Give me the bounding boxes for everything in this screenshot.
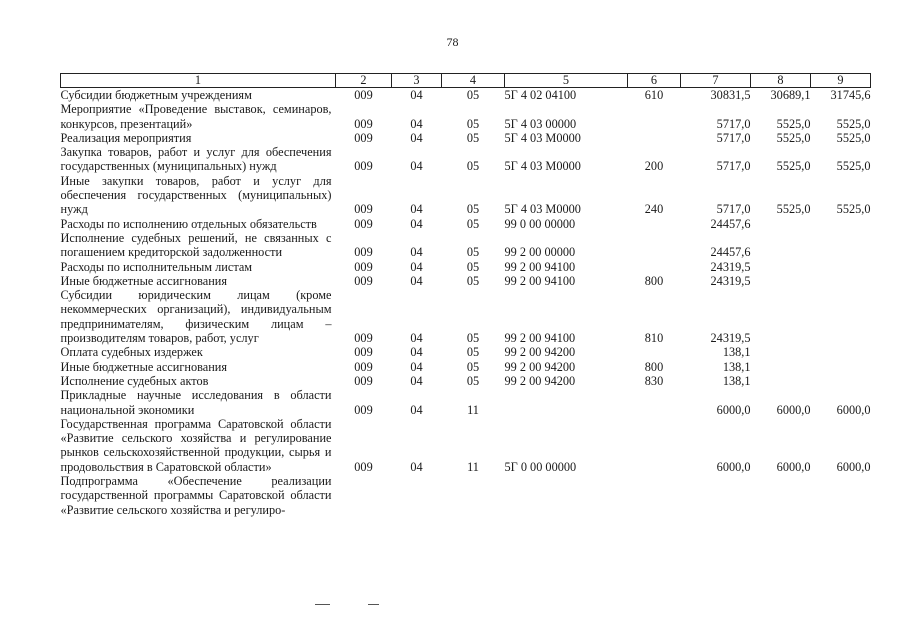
row-rz-cell: 04: [410, 116, 423, 131]
budget-table: [60, 73, 871, 517]
row-value-3-cell: [811, 231, 871, 260]
row-csr-cell: 5Г 4 02 04100: [504, 88, 577, 102]
row-name-cell: Государственная программа Саратовской области «Развитие сельского хозяйства и регулирование рынков сельскохозяйственной продукции, сырья и продовольствия в Саратовской области»: [60, 416, 332, 474]
row-csr-cell: 5Г 4 03 М0000: [504, 202, 581, 217]
column-header: 3: [392, 74, 442, 88]
row-value-3-cell: [811, 217, 871, 231]
row-gr-cell: 009: [354, 359, 373, 374]
row-rz-cell: 04: [410, 159, 423, 174]
row-vr-cell: [628, 474, 681, 517]
column-header: 5: [505, 74, 628, 88]
row-rz-cell: 04: [410, 245, 423, 260]
row-value-3-cell: 6000,0: [836, 402, 871, 417]
table-row: [61, 417, 871, 474]
row-name-cell: Иные бюджетные ассигнования: [60, 359, 228, 374]
row-gr-cell: 009: [354, 116, 373, 131]
row-vr-cell: 830: [644, 373, 664, 388]
row-name-cell: Закупка товаров, работ и услуг для обеспечения государственных (муниципальных) нужд: [60, 145, 332, 174]
row-value-3-cell: 6000,0: [836, 459, 871, 474]
row-pr-cell: 05: [466, 331, 480, 346]
row-rz-cell: [392, 474, 442, 517]
row-value-3-cell: [811, 260, 871, 274]
row-value-1-cell: 24319,5: [710, 259, 751, 274]
row-value-1-cell: 24319,5: [710, 273, 751, 288]
row-vr-cell: 610: [644, 88, 664, 102]
row-csr-cell: 99 2 00 94200: [504, 373, 576, 388]
row-value-1-cell: [681, 474, 751, 517]
table-row: [61, 217, 871, 231]
row-value-1-cell: 5717,0: [716, 159, 751, 174]
row-csr-cell: 5Г 0 00 00000: [504, 459, 577, 474]
row-vr-cell: [628, 260, 681, 274]
row-rz-cell: 04: [410, 259, 423, 274]
row-rz-cell: 04: [410, 216, 423, 231]
table-row: [61, 102, 871, 131]
row-gr-cell: 009: [354, 331, 373, 346]
column-header: 1: [61, 74, 336, 88]
page-number: 78: [446, 35, 459, 49]
row-gr-cell: [336, 474, 392, 517]
row-name-cell: Оплата судебных издержек: [60, 345, 203, 360]
row-pr-cell: 05: [466, 345, 480, 360]
row-vr-cell: 200: [644, 159, 664, 174]
table-row: [61, 260, 871, 274]
row-value-1-cell: 138,1: [722, 359, 751, 374]
row-gr-cell: 009: [354, 216, 373, 231]
table-row: [61, 274, 871, 288]
row-value-2-cell: 5525,0: [776, 159, 811, 174]
table-row: [61, 474, 871, 517]
scan-mark: [368, 604, 379, 605]
row-name-cell: Исполнение судебных актов: [60, 373, 209, 388]
row-name-cell: Исполнение судебных решений, не связанных с погашением кредиторской задолженности: [60, 230, 332, 260]
column-header: 7: [681, 74, 751, 88]
row-value-3-cell: 5525,0: [836, 202, 871, 217]
row-pr-cell: 05: [466, 359, 480, 374]
row-value-3-cell: [811, 360, 871, 374]
row-vr-cell: 800: [644, 273, 664, 288]
table-header-row: [61, 74, 871, 88]
row-csr-cell: 99 2 00 94200: [504, 345, 576, 360]
row-value-2-cell: [751, 474, 811, 517]
table-row: [61, 88, 871, 103]
row-pr-cell: [442, 474, 505, 517]
row-value-3-cell: [811, 374, 871, 388]
row-gr-cell: 009: [354, 273, 373, 288]
row-value-2-cell: 5525,0: [776, 116, 811, 131]
row-pr-cell: 11: [467, 459, 479, 474]
column-header: 4: [442, 74, 505, 88]
row-gr-cell: 009: [354, 202, 373, 217]
row-value-2-cell: 5525,0: [776, 202, 811, 217]
row-csr-cell: 99 2 00 94200: [504, 359, 576, 374]
row-pr-cell: 05: [466, 273, 480, 288]
row-pr-cell: 05: [466, 245, 480, 260]
row-vr-cell: [628, 131, 681, 145]
table-row: [61, 131, 871, 145]
table-row: [61, 388, 871, 417]
row-gr-cell: 009: [354, 373, 373, 388]
row-pr-cell: 05: [466, 202, 480, 217]
row-value-1-cell: 138,1: [722, 373, 751, 388]
row-rz-cell: 04: [410, 88, 423, 102]
row-value-2-cell: [751, 345, 811, 359]
table-row: [61, 145, 871, 174]
row-csr-cell: [505, 474, 628, 517]
row-vr-cell: [628, 345, 681, 359]
row-value-1-cell: 24457,6: [710, 216, 751, 231]
column-header: 2: [336, 74, 392, 88]
row-csr-cell: 99 2 00 94100: [504, 331, 576, 346]
row-csr-cell: [505, 388, 628, 417]
row-gr-cell: 009: [354, 259, 373, 274]
row-vr-cell: 800: [644, 359, 664, 374]
table-row: [61, 231, 871, 260]
row-csr-cell: 5Г 4 03 М0000: [504, 159, 581, 174]
row-value-2-cell: [751, 360, 811, 374]
row-vr-cell: [628, 102, 681, 131]
scan-mark: [315, 604, 330, 605]
column-header: 8: [751, 74, 811, 88]
row-rz-cell: 04: [410, 359, 423, 374]
row-vr-cell: [628, 231, 681, 260]
row-value-2-cell: 6000,0: [776, 459, 811, 474]
row-csr-cell: 99 2 00 00000: [504, 245, 576, 260]
row-name-cell: Субсидии юридическим лицам (кроме некоммерческих организаций), индивидуальным предпринимателям, физическим лицам – производителям товаров, работ, услуг: [60, 288, 332, 346]
row-csr-cell: 99 2 00 94100: [504, 259, 576, 274]
row-gr-cell: 009: [354, 402, 373, 417]
row-pr-cell: 05: [466, 259, 480, 274]
row-rz-cell: 04: [410, 345, 423, 360]
row-value-3-cell: 5525,0: [836, 116, 871, 131]
row-value-1-cell: 30831,5: [710, 88, 751, 102]
row-value-2-cell: 6000,0: [776, 402, 811, 417]
table-body: [61, 88, 871, 517]
row-value-3-cell: [811, 274, 871, 288]
row-rz-cell: 04: [410, 331, 423, 346]
row-csr-cell: 99 2 00 94100: [504, 273, 576, 288]
row-name-cell: Расходы по исполнению отдельных обязательств: [60, 216, 317, 231]
table-row: [61, 174, 871, 217]
row-value-3-cell: 5525,0: [836, 159, 871, 174]
row-value-2-cell: [751, 260, 811, 274]
column-header: 6: [628, 74, 681, 88]
row-value-2-cell: [751, 374, 811, 388]
table-row: [61, 374, 871, 388]
row-pr-cell: 05: [466, 116, 480, 131]
row-gr-cell: 009: [354, 159, 373, 174]
row-name-cell: Прикладные научные исследования в области национальной экономики: [60, 388, 332, 417]
row-value-1-cell: 5717,0: [716, 116, 751, 131]
row-name-cell: Субсидии бюджетным учреждениям: [60, 88, 252, 102]
row-vr-cell: [628, 388, 681, 417]
row-rz-cell: 04: [410, 402, 423, 417]
row-value-2-cell: [751, 288, 811, 345]
row-gr-cell: 009: [354, 88, 373, 102]
row-pr-cell: 05: [466, 130, 480, 145]
table-row: [61, 345, 871, 359]
table-row: [61, 288, 871, 345]
row-name-cell: Иные бюджетные ассигнования: [60, 273, 228, 288]
row-value-1-cell: 5717,0: [716, 130, 751, 145]
row-rz-cell: 04: [410, 130, 423, 145]
row-csr-cell: 5Г 4 03 00000: [504, 116, 577, 131]
row-csr-cell: 99 0 00 00000: [504, 216, 576, 231]
row-value-3-cell: 5525,0: [836, 130, 871, 145]
row-name-cell: Реализация мероприятия: [60, 130, 192, 145]
row-vr-cell: [628, 217, 681, 231]
row-value-1-cell: 24457,6: [710, 245, 751, 260]
row-name-cell: Расходы по исполнительным листам: [60, 259, 253, 274]
row-vr-cell: [628, 417, 681, 474]
row-value-1-cell: 24319,5: [710, 331, 751, 346]
row-value-2-cell: [751, 217, 811, 231]
row-gr-cell: 009: [354, 245, 373, 260]
row-rz-cell: 04: [410, 459, 423, 474]
row-rz-cell: 04: [410, 373, 423, 388]
row-name-cell: Иные закупки товаров, работ и услуг для обеспечения государственных (муниципальных) нужд: [60, 173, 332, 217]
row-value-2-cell: [751, 231, 811, 260]
row-value-2-cell: 30689,1: [770, 88, 811, 102]
row-pr-cell: 11: [467, 402, 479, 417]
row-csr-cell: 5Г 4 03 М0000: [504, 130, 581, 145]
row-gr-cell: 009: [354, 459, 373, 474]
row-gr-cell: 009: [354, 130, 373, 145]
row-vr-cell: 240: [644, 202, 664, 217]
row-value-2-cell: [751, 274, 811, 288]
row-value-1-cell: 6000,0: [716, 402, 751, 417]
row-value-1-cell: 6000,0: [716, 459, 751, 474]
row-name-cell: Подпрограмма «Обеспечение реализации государственной программы Саратовской области «Развитие сельского хозяйства и регулиро-: [60, 474, 332, 517]
row-value-3-cell: 31745,6: [830, 88, 871, 102]
column-header: 9: [811, 74, 871, 88]
row-vr-cell: 810: [644, 331, 664, 346]
row-name-cell: Мероприятие «Проведение выставок, семинаров, конкурсов, презентаций»: [60, 102, 332, 131]
table-row: [61, 360, 871, 374]
row-pr-cell: 05: [466, 88, 480, 102]
row-rz-cell: 04: [410, 273, 423, 288]
row-value-3-cell: [811, 288, 871, 345]
row-pr-cell: 05: [466, 216, 480, 231]
row-gr-cell: 009: [354, 345, 373, 360]
row-rz-cell: 04: [410, 202, 423, 217]
row-pr-cell: 05: [466, 373, 480, 388]
row-value-3-cell: [811, 345, 871, 359]
row-value-3-cell: [811, 474, 871, 517]
row-value-2-cell: 5525,0: [776, 130, 811, 145]
row-value-1-cell: 5717,0: [716, 202, 751, 217]
row-value-1-cell: 138,1: [722, 345, 751, 360]
row-pr-cell: 05: [466, 159, 480, 174]
